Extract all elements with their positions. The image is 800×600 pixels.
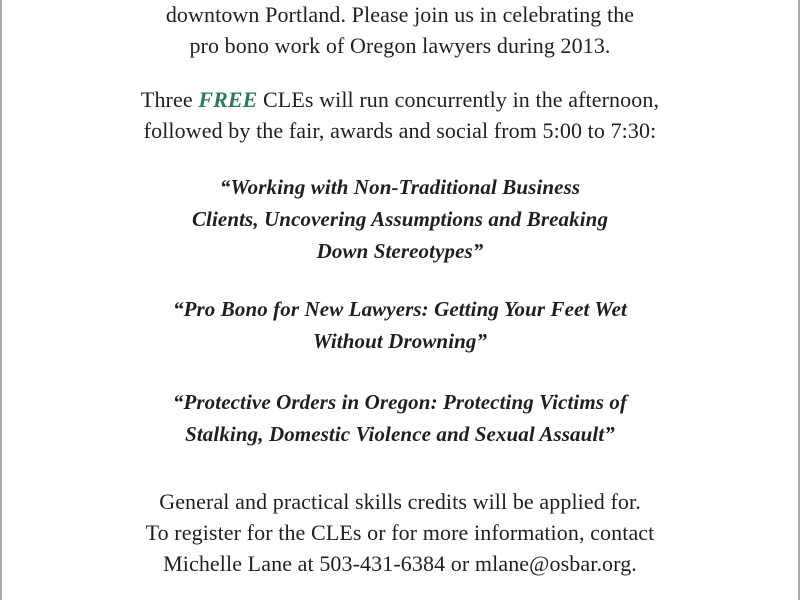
session-title-3: [2, 386, 798, 450]
cle-suffix: CLEs will run concurrently in the afternoon,: [257, 87, 660, 112]
registration-paragraph: [2, 486, 798, 579]
footer-line-2: To register for the CLEs or for more information, contact: [145, 520, 655, 545]
session-title-1: [2, 171, 798, 267]
cle-line-2: followed by the fair, awards and social from 5:00 to 7:30:: [143, 118, 657, 143]
session-title-2: [2, 293, 798, 357]
footer-line-1: General and practical skills credits will be applied for.: [159, 489, 641, 514]
session-1-line-1: “Working with Non-Traditional Business: [219, 175, 581, 199]
cle-prefix: Three: [140, 87, 199, 112]
intro-line-1: downtown Portland. Please join us in celebrating the: [165, 2, 635, 27]
cle-line-1: [2, 84, 798, 115]
session-2-line-2: Without Drowning”: [312, 329, 488, 353]
session-3-line-2: Stalking, Domestic Violence and Sexual Assault”: [185, 422, 615, 446]
cle-paragraph: [2, 84, 798, 146]
session-1-line-3: Down Stereotypes”: [316, 239, 484, 263]
session-2-line-1: “Pro Bono for New Lawyers: Getting Your Feet Wet: [173, 297, 627, 321]
free-highlight: FREE: [198, 87, 258, 112]
footer-line-3: Michelle Lane at 503-431-6384 or mlane@osbar.org.: [163, 551, 637, 576]
intro-paragraph: [2, 0, 798, 61]
session-1-line-2: Clients, Uncovering Assumptions and Breaking: [191, 207, 609, 231]
session-3-line-1: “Protective Orders in Oregon: Protecting Victims of: [172, 390, 628, 414]
intro-line-2: pro bono work of Oregon lawyers during 2013.: [189, 33, 611, 58]
